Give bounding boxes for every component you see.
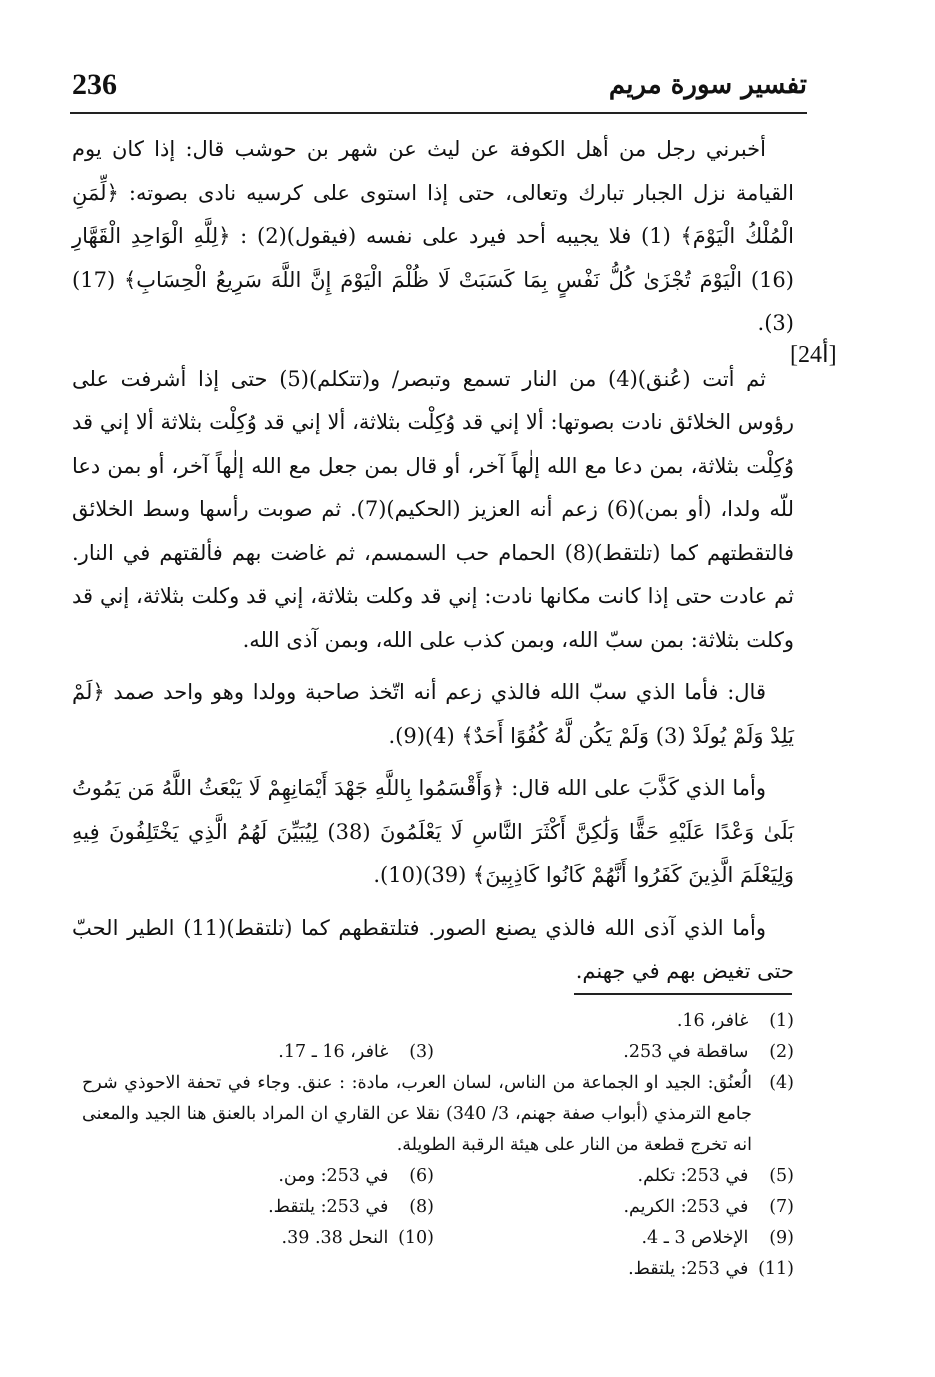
footnote-number: (8) — [409, 1197, 434, 1217]
footnote-row — [82, 1223, 794, 1254]
footnotes — [82, 1006, 794, 1285]
footnote — [641, 1223, 794, 1254]
paragraph: وأما الذي آذى الله فالذي يصنع الصور. فتلتقطهم كما (تلتقط)(11) الطير الحبّ حتى تغيض بهم في جهنم. — [72, 915, 794, 983]
footnote-row — [82, 1006, 794, 1037]
footnote — [278, 1161, 434, 1192]
footnote-number: (4) — [769, 1073, 794, 1093]
footnote-text: في 253: يلتقط. — [628, 1259, 749, 1279]
footnote-text: في 253: تكلم. — [637, 1166, 749, 1186]
footnote-text: ساقطة في 253. — [623, 1042, 749, 1062]
footnote — [278, 1037, 434, 1068]
paragraph: قال: فأما الذي سبّ الله فالذي زعم أنه اتّخذ صاحبة وولدا وهو واحد صمد ﴿لَمْ يَلِدْ وَلَمْ يُولَدْ (3) وَلَمْ يَكُن لَّهُ كُفُوًا أَحَدٌ﴾ (4)(9). — [72, 680, 794, 748]
footnote-number: (1) — [769, 1011, 794, 1031]
footnote-text: النحل 38. 39. — [281, 1228, 389, 1248]
footnote-text: في 253: الكريم. — [623, 1197, 749, 1217]
footnote — [282, 1223, 434, 1254]
footnote — [82, 1068, 794, 1161]
footnote-text: غافر، 16. — [676, 1011, 749, 1031]
footnote-text: في 253: ومن. — [278, 1166, 389, 1186]
footnote-number: (11) — [758, 1259, 794, 1279]
footnote — [677, 1006, 794, 1037]
footnote — [623, 1192, 794, 1223]
footnote-number: (9) — [769, 1228, 794, 1248]
footnote-rule — [574, 993, 792, 995]
footnote-row — [82, 1037, 794, 1068]
paragraph: أخبرني رجل من أهل الكوفة عن ليث عن شهر بن حوشب قال: إذا كان يوم القيامة نزل الجبار تبارك وتعالى، حتى إذا استوى على كرسيه نادى بصوته: ﴿لِّمَنِ الْمُلْكُ الْيَوْمَ﴾ (1) فلا يجيبه أحد فيرد على نفسه (فيقول)(2) : ﴿لِلَّهِ الْوَاحِدِ الْقَهَّارِ (16) الْيَوْمَ تُجْزَىٰ كُلُّ نَفْسٍ بِمَا كَسَبَتْ لَا ظُلْمَ الْيَوْمَ إِنَّ اللَّهَ سَرِيعُ الْحِسَابِ﴾ (17)(3). — [72, 137, 795, 335]
footnote-text: غافر، 16 ـ 17. — [278, 1042, 389, 1062]
footnote — [628, 1254, 794, 1285]
footnote — [638, 1161, 795, 1192]
footnote-row — [82, 1161, 794, 1192]
footnote-number: (10) — [398, 1228, 434, 1248]
footnote — [623, 1037, 794, 1068]
main-text — [72, 128, 794, 1003]
footnote-text: الإخلاص 3 ـ 4. — [641, 1228, 749, 1248]
header-rule — [70, 112, 807, 114]
footnote — [268, 1192, 434, 1223]
manuscript-folio-marker: [24أ] — [790, 342, 837, 368]
paragraph: ثم أتت (عُنق)(4) من النار تسمع وتبصر/ و(تتكلم)(5) حتى إذا أشرفت على رؤوس الخلائق نادت بصوتها: ألا إني قد وُكِلْت بثلاثة، ألا إني قد وُكِلْت بثلاثة ألا إني قد وُكِلْت بثلاثة، بمن دعا مع الله إلٰهاً آخر، أو قال بمن جعل مع الله إلٰهاً آخر، أو بمن دعا للّه ولدا، (أو بمن)(6) زعم أنه العزيز (الحكيم)(7). ثم صوبت رأسها وسط الخلائق فالتقطتهم كما (تلتقط)(8) الحمام حب السمسم، ثم غاضت بهم فألقتهم في النار. ثم عادت حتى إذا كانت مكانها نادت: إني قد وكلت بثلاثة، إني قد وكلت بثلاثة، إني قد وكلت بثلاثة: بمن سبّ الله، وبمن كذب على الله، وبمن آذى الله. — [72, 366, 795, 652]
footnote-text: الُعنُق: الجيد او الجماعة من الناس، لسان العرب، مادة: : عنق. وجاء في تحفة الاحوذي شرح جامع الترمذي (أبواب صفة جهنم، 3/ 340) نقلا عن القاري ان المراد بالعنق هنا الجيد والمعنى انه تخرج قطعة من النار على هيئة الرقبة الطويلة. — [82, 1073, 753, 1155]
footnote-number: (5) — [769, 1166, 794, 1186]
footnote-number: (6) — [409, 1166, 434, 1186]
footnote-row — [82, 1254, 794, 1285]
running-title: تفسير سورة مريم — [608, 70, 807, 100]
footnote-number: (3) — [409, 1042, 434, 1062]
footnote-text: في 253: يلتقط. — [268, 1197, 389, 1217]
footnote-number: (2) — [769, 1042, 794, 1062]
page-header — [72, 68, 807, 108]
footnote-number: (7) — [769, 1197, 794, 1217]
page-number: 236 — [72, 68, 117, 101]
footnote-row — [82, 1192, 794, 1223]
paragraph: وأما الذي كَذَّبَ على الله قال: ﴿وَأَقْسَمُوا بِاللَّهِ جَهْدَ أَيْمَانِهِمْ لَا يَبْعَثُ اللَّهُ مَن يَمُوتُ بَلَىٰ وَعْدًا عَلَيْهِ حَقًّا وَلَٰكِنَّ أَكْثَرَ النَّاسِ لَا يَعْلَمُونَ (38) لِيُبَيِّنَ لَهُمُ الَّذِي يَخْتَلِفُونَ فِيهِ وَلِيَعْلَمَ الَّذِينَ كَفَرُوا أَنَّهُمْ كَانُوا كَاذِبِينَ﴾ (39)(10). — [72, 776, 794, 887]
